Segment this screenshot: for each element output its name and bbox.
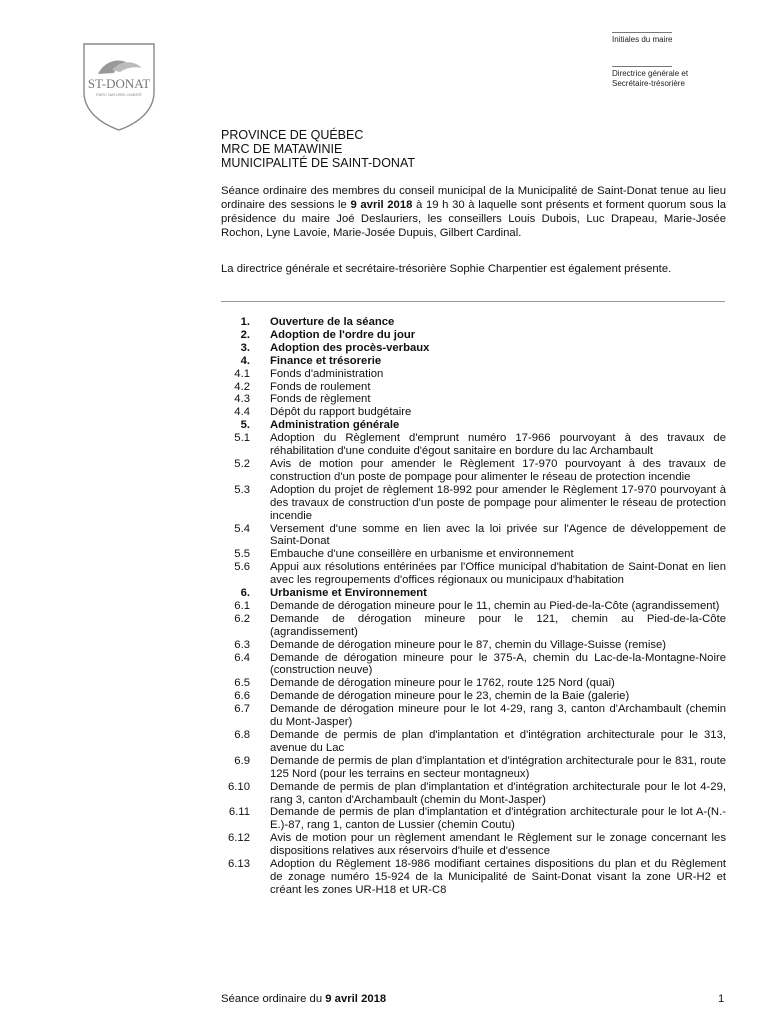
agenda-item xyxy=(221,329,726,342)
agenda-item-number: 3. xyxy=(240,341,250,354)
agenda-item-text: Demande de dérogation mineure pour le 121, chemin au Pied-de-la-Côte (agrandissement) xyxy=(270,612,726,638)
agenda-item-text: Fonds d'administration xyxy=(270,367,384,380)
footer-date: 9 avril 2018 xyxy=(325,993,387,1005)
agenda-item-text: Demande de permis de plan d'implantation et d'intégration architecturale pour le lot A-(N.-E.)-87, rang 1, canton de Lussier (chemin Coutu) xyxy=(270,806,726,832)
saint-donat-logo xyxy=(76,40,162,132)
agenda-item xyxy=(221,703,726,729)
agenda-item-number: 4. xyxy=(240,354,250,367)
agenda-item-text: Demande de dérogation mineure pour le 23, chemin de la Baie (galerie) xyxy=(270,690,630,703)
director-label-2: Secrétaire-trésorière xyxy=(612,79,685,88)
agenda-item xyxy=(221,316,726,329)
agenda-item-number: 5.2 xyxy=(234,457,250,470)
agenda-item xyxy=(221,832,726,858)
agenda-item xyxy=(221,381,726,394)
agenda-item-number: 4.2 xyxy=(234,380,250,393)
agenda-item xyxy=(221,393,726,406)
agenda-item-text: Adoption des procès-verbaux xyxy=(270,341,430,354)
agenda-item xyxy=(221,419,726,432)
agenda-item xyxy=(221,342,726,355)
agenda-item-number: 6.1 xyxy=(234,599,250,612)
agenda-item xyxy=(221,484,726,523)
document-heading xyxy=(221,128,415,170)
heading-province: PROVINCE DE QUÉBEC xyxy=(221,128,364,142)
agenda-item-text: Demande de dérogation mineure pour le lot 4-29, rang 3, canton d'Archambault (chemin du Mont-Jasper) xyxy=(270,703,726,729)
agenda-item xyxy=(221,755,726,781)
agenda-item xyxy=(221,858,726,897)
page-number: 1 xyxy=(718,993,725,1005)
presence-paragraph: La directrice générale et secrétaire-trésorière Sophie Charpentier est également présente. xyxy=(221,263,672,275)
agenda-item xyxy=(221,587,726,600)
agenda-item xyxy=(221,432,726,458)
agenda-item-number: 6.6 xyxy=(234,690,250,703)
section-divider xyxy=(221,301,725,302)
intro-text-after: à 19 h 30 à laquelle sont présents et forment quorum sous la présidence du maire Joé Deslauriers, les conseillers Louis Dubois, Luc Drapeau, Marie-Josée Rochon, Lyne Lavoie, Marie-Josée Dupuis, Gilbert Cardinal. xyxy=(221,199,726,239)
agenda-item xyxy=(221,523,726,549)
agenda-item-text: Appui aux résolutions entérinées par l'Office municipal d'habitation de Saint-Donat en lien avec les regroupements d'offices régionaux ou municipaux d'habitation xyxy=(270,561,726,587)
agenda-item-number: 4.1 xyxy=(234,367,250,380)
agenda-item-number: 5. xyxy=(240,419,250,432)
agenda-item-number: 6.8 xyxy=(234,729,250,741)
agenda-item-text: Administration générale xyxy=(270,419,400,432)
agenda-item-text: Finance et trésorerie xyxy=(270,354,382,367)
agenda-item-text: Adoption du Règlement 18-986 modifiant certaines dispositions du plan et du Règlement de zonage numéro 15-924 de la Municipalité de Saint-Donat visant la zone UR-H2 et créant les zones UR-H18 et UR-C8 xyxy=(270,858,726,896)
agenda-item-text: Demande de permis de plan d'implantation et d'intégration architecturale pour le lot 4-29, rang 3, canton d'Archambault (chemin du Mont-Jasper) xyxy=(270,780,726,806)
agenda-item-number: 6.5 xyxy=(234,677,250,690)
agenda-item-number: 6.2 xyxy=(234,612,250,625)
agenda-item xyxy=(221,368,726,381)
footer-session xyxy=(221,993,386,1005)
agenda-item xyxy=(221,613,726,639)
intro-text-before: Séance ordinaire des membres du conseil municipal de la Municipalité de Saint-Donat tenue au lieu ordinaire des sessions le xyxy=(221,185,726,211)
agenda-item-text: Demande de permis de plan d'implantation et d'intégration architecturale pour le 831, route 125 Nord (pour les terrains en secteur montagneux) xyxy=(270,754,726,780)
agenda-item xyxy=(221,781,726,807)
agenda-item-text: Adoption de l'ordre du jour xyxy=(270,328,416,341)
svg-text:ST-DONAT: ST-DONAT xyxy=(87,76,151,91)
agenda-item-number: 5.5 xyxy=(234,548,250,561)
agenda-item-number: 6.3 xyxy=(234,638,250,651)
agenda-item xyxy=(221,639,726,652)
director-block xyxy=(612,66,688,89)
agenda-item xyxy=(221,690,726,703)
director-label-1: Directrice générale et xyxy=(612,69,689,78)
agenda-item-number: 6.10 xyxy=(228,780,250,793)
agenda-item-text: Avis de motion pour amender le Règlement 17-970 pourvoyant à des travaux de construction d'un poste de pompage pour alimenter le réseau de protection incendie xyxy=(270,457,726,483)
agenda-item-text: Avis de motion pour un règlement amendant le Règlement sur le zonage concernant les dispositions relatives aux réservoirs d'huile et d'essence xyxy=(270,832,726,858)
agenda-item-text: Demande de permis de plan d'implantation et d'intégration architecturale pour le 313, avenue du Lac xyxy=(270,729,726,754)
agenda-item-number: 6.9 xyxy=(234,754,250,767)
agenda-item-number: 1. xyxy=(240,316,250,328)
agenda-item-text: Ouverture de la séance xyxy=(270,316,395,328)
intro-paragraph xyxy=(221,184,726,240)
agenda-list xyxy=(221,316,726,897)
agenda-item-number: 6.7 xyxy=(234,703,250,716)
agenda-item-number: 6.11 xyxy=(228,806,250,819)
agenda-item xyxy=(221,406,726,419)
agenda-item-text: Dépôt du rapport budgétaire xyxy=(270,406,412,419)
agenda-item-number: 5.6 xyxy=(234,561,250,574)
heading-municipality: MUNICIPALITÉ DE SAINT-DONAT xyxy=(221,156,416,170)
agenda-item xyxy=(221,677,726,690)
agenda-item-text: Demande de dérogation mineure pour le 1762, route 125 Nord (quai) xyxy=(270,677,615,690)
agenda-item-number: 4.4 xyxy=(234,406,250,419)
agenda-item-text: Adoption du projet de règlement 18-992 pour amender le Règlement 17-970 pourvoyant à des travaux de construction d'un poste de pompage pour alimenter le réseau de protection incendie xyxy=(270,483,726,522)
agenda-item-text: Demande de dérogation mineure pour le 11, chemin au Pied-de-la-Côte (agrandissement) xyxy=(270,599,720,612)
mayor-initials-label: Initiales du maire xyxy=(612,35,673,44)
agenda-item xyxy=(221,652,726,678)
agenda-item-text: Fonds de roulement xyxy=(270,380,371,393)
agenda-item-number: 5.3 xyxy=(234,483,250,496)
agenda-item xyxy=(221,561,726,587)
signature-line xyxy=(612,32,672,33)
agenda-item-number: 6.12 xyxy=(228,832,250,845)
agenda-item-number: 4.3 xyxy=(234,393,250,406)
intro-date: 9 avril 2018 xyxy=(350,199,413,211)
agenda-item-number: 6. xyxy=(240,587,250,600)
mayor-initials-block xyxy=(612,32,672,45)
agenda-item-number: 2. xyxy=(240,328,250,341)
svg-text:PARC NATUREL HABITÉ: PARC NATUREL HABITÉ xyxy=(96,92,142,97)
agenda-item xyxy=(221,806,726,832)
agenda-item-number: 6.4 xyxy=(234,651,250,664)
agenda-item-text: Embauche d'une conseillère en urbanisme et environnement xyxy=(270,548,574,561)
agenda-item xyxy=(221,458,726,484)
signature-line xyxy=(612,66,672,67)
agenda-item xyxy=(221,355,726,368)
agenda-item-text: Urbanisme et Environnement xyxy=(270,587,427,600)
agenda-item-number: 5.1 xyxy=(234,432,250,445)
agenda-item xyxy=(221,600,726,613)
agenda-item-text: Fonds de règlement xyxy=(270,393,371,406)
agenda-item-text: Versement d'une somme en lien avec la loi privée sur l'Agence de développement de Saint-Donat xyxy=(270,522,726,548)
footer-label: Séance ordinaire du xyxy=(221,993,326,1005)
agenda-item-text: Demande de dérogation mineure pour le 87, chemin du Village-Suisse (remise) xyxy=(270,638,667,651)
agenda-item-text: Adoption du Règlement d'emprunt numéro 17-966 pourvoyant à des travaux de réhabilitation d'une conduite d'égout sanitaire en bordure du lac Archambault xyxy=(270,432,726,458)
agenda-item-text: Demande de dérogation mineure pour le 375-A, chemin du Lac-de-la-Montagne-Noire (construction neuve) xyxy=(270,651,726,677)
agenda-item xyxy=(221,729,726,755)
agenda-item xyxy=(221,548,726,561)
agenda-item-number: 6.13 xyxy=(228,858,250,871)
heading-mrc: MRC DE MATAWINIE xyxy=(221,142,343,156)
agenda-item-number: 5.4 xyxy=(234,522,250,535)
